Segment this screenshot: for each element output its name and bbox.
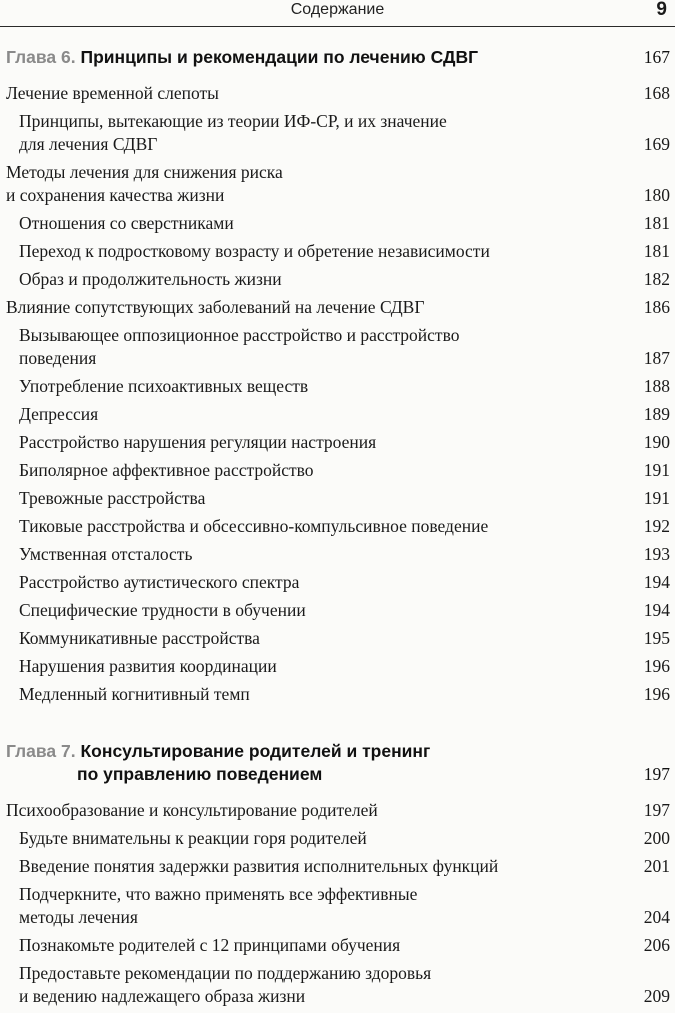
chapter-6-title: Принципы и рекомендации по лечению СДВГ [80, 47, 479, 67]
toc-entry-page: 191 [643, 488, 670, 508]
chapter-7-title: Консультирование родителей и тренинг [80, 741, 431, 761]
toc-entry-page: 201 [643, 856, 670, 876]
toc-entry[interactable] [0, 110, 675, 156]
toc-entry-title: Принципы, вытекающие из теории ИФ-СР, и их значение [19, 111, 447, 131]
toc-entry-title-cont: и ведению надлежащего образа жизни [19, 986, 306, 1006]
toc-entry-title: Предоставьте рекомендации по поддержанию здоровья [19, 963, 432, 983]
toc-entry-title: Расстройство аутистического спектра [19, 572, 300, 592]
toc-entry-title: Познакомьте родителей с 12 принципами обучения [19, 935, 401, 955]
toc-entry[interactable] [0, 827, 675, 850]
toc-entry-page: 169 [643, 134, 670, 154]
toc-entry-title: Употребление психоактивных веществ [19, 376, 309, 396]
toc-entry-page: 186 [643, 297, 670, 317]
toc-entry-page: 181 [643, 241, 670, 261]
toc-entry[interactable] [0, 962, 675, 1008]
toc-entry[interactable] [0, 268, 675, 291]
toc-entry-title: Расстройство нарушения регуляции настроения [19, 432, 377, 452]
toc-entry-title: Нарушения развития координации [19, 656, 277, 676]
running-header-title: Содержание [290, 1, 385, 18]
toc-entry-title-cont: для лечения СДВГ [19, 134, 158, 154]
toc-entry[interactable] [0, 855, 675, 878]
toc-entry-title: Влияние сопутствующих заболеваний на лечение СДВГ [6, 297, 425, 317]
toc-entry-title: Психообразование и консультирование родителей [6, 800, 378, 820]
toc-entry[interactable] [0, 431, 675, 454]
toc-entry-page: 190 [643, 432, 670, 452]
toc-entry-page: 191 [643, 460, 670, 480]
toc-entry-page: 180 [643, 185, 670, 205]
toc-entry-title: Специфические трудности в обучении [19, 600, 306, 620]
toc-entry-title: Подчеркните, что важно применять все эффективные [19, 884, 418, 904]
toc-entry-title-cont: поведения [19, 348, 97, 368]
toc-entry-page: 197 [643, 800, 670, 820]
toc-entry-page: 206 [643, 935, 670, 955]
chapter-7-page: 197 [643, 764, 670, 784]
toc-entry[interactable] [0, 459, 675, 482]
toc-entry[interactable] [0, 403, 675, 426]
toc-entry-title-cont: и сохранения качества жизни [6, 185, 225, 205]
toc-entry-page: 196 [643, 684, 670, 704]
toc-entry[interactable] [0, 212, 675, 235]
toc-entry[interactable] [0, 240, 675, 263]
toc-entry[interactable] [0, 934, 675, 957]
toc-entry-page: 204 [643, 907, 670, 927]
toc-entry[interactable] [0, 655, 675, 678]
toc-entry-title-cont: методы лечения [19, 907, 138, 927]
toc-entry-title: Лечение временной слепоты [6, 83, 219, 103]
toc-entry[interactable] [0, 82, 675, 105]
toc-entry-title: Биполярное аффективное расстройство [19, 460, 314, 480]
toc-entry[interactable] [0, 883, 675, 929]
toc-entry[interactable] [0, 296, 675, 319]
toc-entry-page: 192 [643, 516, 670, 536]
toc-entry[interactable] [0, 487, 675, 510]
toc-entry-page: 188 [643, 376, 670, 396]
chapter-7-title-cont: по управлению поведением [77, 764, 323, 784]
running-header [0, 0, 675, 27]
toc-entry[interactable] [0, 571, 675, 594]
toc-entry-page: 195 [643, 628, 670, 648]
toc-entry[interactable] [0, 683, 675, 706]
toc-entry-page: 182 [643, 269, 670, 289]
toc-entry-title: Тревожные расстройства [19, 488, 206, 508]
toc-entry[interactable] [0, 599, 675, 622]
table-of-contents [0, 46, 675, 1013]
toc-entry-page: 209 [643, 986, 670, 1006]
page-number: 9 [656, 0, 667, 20]
chapter-6-label: Глава 6. [6, 47, 76, 67]
toc-entry-page: 200 [643, 828, 670, 848]
toc-entry[interactable] [0, 515, 675, 538]
toc-entry-title: Введение понятия задержки развития исполнительных функций [19, 856, 499, 876]
toc-entry-title: Вызывающее оппозиционное расстройство и расстройство [19, 325, 460, 345]
toc-entry-page: 193 [643, 544, 670, 564]
chapter-6-page: 167 [643, 47, 670, 67]
toc-entry-page: 194 [643, 572, 670, 592]
toc-entry[interactable] [0, 543, 675, 566]
toc-entry-title: Тиковые расстройства и обсессивно-компульсивное поведение [19, 516, 489, 536]
toc-entry-title: Медленный когнитивный темп [19, 684, 250, 704]
toc-entry-title: Отношения со сверстниками [19, 213, 234, 233]
toc-entry[interactable] [0, 375, 675, 398]
toc-entry-page: 181 [643, 213, 670, 233]
toc-entry[interactable] [0, 627, 675, 650]
toc-entry-title: Переход к подростковому возрасту и обретение независимости [19, 241, 490, 261]
toc-entry-page: 189 [643, 404, 670, 424]
toc-entry[interactable] [0, 324, 675, 370]
toc-entry-title: Образ и продолжительность жизни [19, 269, 282, 289]
toc-entry-page: 168 [643, 83, 670, 103]
chapter-7-heading[interactable] [0, 740, 675, 786]
toc-entry-title: Депрессия [19, 404, 99, 424]
toc-entry[interactable] [0, 161, 675, 207]
toc-entry-page: 194 [643, 600, 670, 620]
toc-entry[interactable] [0, 799, 675, 822]
chapter-7-label: Глава 7. [6, 741, 76, 761]
toc-entry-page: 187 [643, 348, 670, 368]
toc-entry-page: 196 [643, 656, 670, 676]
toc-entry-title: Методы лечения для снижения риска [6, 162, 283, 182]
toc-entry-title: Умственная отсталость [19, 544, 193, 564]
toc-entry-title: Коммуникативные расстройства [19, 628, 260, 648]
chapter-6-heading[interactable] [0, 46, 675, 69]
toc-entry-title: Будьте внимательны к реакции горя родителей [19, 828, 367, 848]
